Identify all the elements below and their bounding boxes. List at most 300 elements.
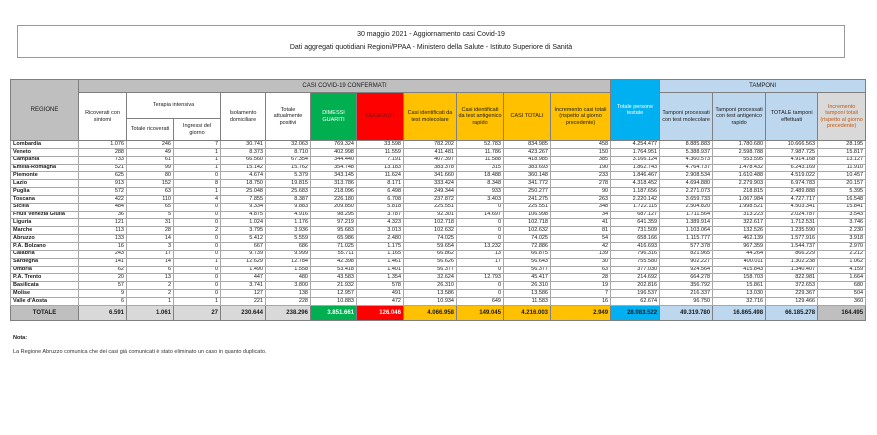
region-name: Toscana — [11, 195, 79, 203]
total-incremento-casi: 2.949 — [551, 305, 611, 320]
region-name: P.A. Trento — [11, 274, 79, 282]
cell-tamponi_molecolare: 664.278 — [660, 274, 713, 282]
cell-deceduti: 11.559 — [357, 148, 404, 156]
cell-tamponi_antigenico: 1.478.432 — [713, 164, 766, 172]
cell-casi_antigenico: 0 — [457, 290, 504, 298]
cell-isolamento: 9.739 — [221, 250, 266, 258]
cell-casi_molecolare: 102.632 — [404, 227, 457, 235]
cell-tamponi_antigenico: 2.598.788 — [713, 148, 766, 156]
cell-casi_molecolare: 237.872 — [404, 195, 457, 203]
cell-isolamento: 3.795 — [221, 227, 266, 235]
cell-casi_antigenico: 52.783 — [457, 141, 504, 149]
column-header-terapia-intensiva: Terapia intensiva — [127, 93, 221, 119]
cell-casi_totali: 102.718 — [504, 219, 551, 227]
cell-casi_antigenico: 13.232 — [457, 242, 504, 250]
column-header-incremento-casi: Incremento casi totali (rispetto al giorno precedente) — [551, 93, 611, 141]
cell-deceduti: 7.191 — [357, 156, 404, 164]
cell-isolamento: 4.674 — [221, 172, 266, 180]
cell-casi_molecolare: 333.424 — [404, 180, 457, 188]
table-row — [11, 219, 866, 227]
total-tamponi-molecolare: 49.319.780 — [660, 305, 713, 320]
cell-ingressi: 0 — [174, 290, 221, 298]
cell-ricoverati: 36 — [79, 211, 127, 219]
cell-ricoverati: 572 — [79, 188, 127, 196]
region-name: Lazio — [11, 180, 79, 188]
cell-ricoverati: 9 — [79, 290, 127, 298]
cell-totale_ricoverati: 49 — [127, 148, 174, 156]
cell-totale_ricoverati: 2 — [127, 282, 174, 290]
total-isolamento: 230.644 — [221, 305, 266, 320]
cell-casi_antigenico: 315 — [457, 164, 504, 172]
cell-deceduti: 11.624 — [357, 172, 404, 180]
cell-dimessi: 10.883 — [311, 297, 357, 305]
title-box — [17, 25, 845, 58]
cell-totale_tamponi: 822.981 — [766, 274, 818, 282]
covid-table — [10, 79, 866, 321]
cell-tamponi_molecolare: 3.659.733 — [660, 195, 713, 203]
cell-tamponi_antigenico: 462.139 — [713, 235, 766, 243]
region-name: Liguria — [11, 219, 79, 227]
cell-incremento_casi: 28 — [551, 274, 611, 282]
cell-tamponi_molecolare: 356.792 — [660, 282, 713, 290]
cell-deceduti: 1.461 — [357, 258, 404, 266]
cell-dimessi: 218.096 — [311, 188, 357, 196]
cell-ricoverati: 243 — [79, 250, 127, 258]
cell-dimessi: 98.295 — [311, 211, 357, 219]
cell-ingressi: 7 — [174, 141, 221, 149]
cell-tamponi_molecolare: 2.504.820 — [660, 203, 713, 211]
cell-casi_molecolare: 59.654 — [404, 242, 457, 250]
cell-totale_tamponi: 7.987.725 — [766, 148, 818, 156]
cell-casi_totali: 834.985 — [504, 141, 551, 149]
cell-attualmente_positivi: 3.936 — [266, 227, 311, 235]
cell-ingressi: 0 — [174, 266, 221, 274]
cell-isolamento: 8.373 — [221, 148, 266, 156]
cell-incremento_casi: 30 — [551, 258, 611, 266]
cell-isolamento: 667 — [221, 242, 266, 250]
cell-casi_antigenico: 0 — [457, 266, 504, 274]
cell-ricoverati: 133 — [79, 235, 127, 243]
column-header-tamponi-antigenico: Tamponi processati con test antigenico rapido — [713, 93, 766, 141]
cell-dimessi: 42.398 — [311, 258, 357, 266]
cell-ingressi: 0 — [174, 274, 221, 282]
cell-tamponi_antigenico: 415.843 — [713, 266, 766, 274]
cell-casi_totali: 360.148 — [504, 172, 551, 180]
region-name: Calabria — [11, 250, 79, 258]
total-dimessi: 3.851.661 — [311, 305, 357, 320]
cell-ingressi: 1 — [174, 156, 221, 164]
cell-incremento_tamponi: 16.548 — [818, 195, 866, 203]
cell-deceduti: 1.175 — [357, 242, 404, 250]
table-row — [11, 274, 866, 282]
cell-persone_testate: 62.674 — [611, 297, 660, 305]
cell-deceduti: 472 — [357, 297, 404, 305]
cell-ingressi: 0 — [174, 172, 221, 180]
cell-persone_testate: 196.537 — [611, 290, 660, 298]
cell-incremento_tamponi: 504 — [818, 290, 866, 298]
cell-tamponi_antigenico: 313.223 — [713, 211, 766, 219]
cell-dimessi: 65.986 — [311, 235, 357, 243]
table-row — [11, 141, 866, 149]
table-row — [11, 282, 866, 290]
region-name: Piemonte — [11, 172, 79, 180]
cell-ingressi: 8 — [174, 180, 221, 188]
cell-isolamento: 5.412 — [221, 235, 266, 243]
cell-tamponi_molecolare: 1.711.564 — [660, 211, 713, 219]
cell-attualmente_positivi: 138 — [266, 290, 311, 298]
cell-casi_totali: 74.025 — [504, 235, 551, 243]
cell-deceduti: 5.818 — [357, 203, 404, 211]
cell-ingressi: 1 — [174, 148, 221, 156]
region-name: Valle d'Aosta — [11, 297, 79, 305]
cell-incremento_casi: 150 — [551, 148, 611, 156]
table-row — [11, 164, 866, 172]
cell-deceduti: 3.787 — [357, 211, 404, 219]
cell-incremento_tamponi: 3.543 — [818, 211, 866, 219]
table-row — [11, 188, 866, 196]
cell-casi_molecolare: 411.481 — [404, 148, 457, 156]
cell-casi_totali: 102.632 — [504, 227, 551, 235]
cell-tamponi_molecolare: 216.337 — [660, 290, 713, 298]
cell-deceduti: 4.323 — [357, 219, 404, 227]
region-name: Marche — [11, 227, 79, 235]
region-name: Lombardia — [11, 141, 79, 149]
cell-casi_molecolare: 249.344 — [404, 188, 457, 196]
cell-casi_antigenico: 11.588 — [457, 156, 504, 164]
cell-casi_molecolare: 225.551 — [404, 203, 457, 211]
cell-casi_totali: 45.417 — [504, 274, 551, 282]
column-header-totale-ricoverati: Totale ricoverati — [127, 119, 174, 141]
cell-dimessi: 226.180 — [311, 195, 357, 203]
cell-incremento_casi: 63 — [551, 266, 611, 274]
cell-ricoverati: 733 — [79, 156, 127, 164]
cell-casi_antigenico: 3.403 — [457, 195, 504, 203]
cell-casi_molecolare: 10.934 — [404, 297, 457, 305]
totals-label: TOTALE — [11, 305, 79, 320]
cell-incremento_tamponi: 28.195 — [818, 141, 866, 149]
cell-totale_tamponi: 2.024.787 — [766, 211, 818, 219]
cell-persone_testate: 658.166 — [611, 235, 660, 243]
cell-attualmente_positivi: 25.683 — [266, 188, 311, 196]
cell-incremento_tamponi: 10.457 — [818, 172, 866, 180]
cell-incremento_tamponi: 2.212 — [818, 250, 866, 258]
cell-isolamento: 1.024 — [221, 219, 266, 227]
cell-ricoverati: 16 — [79, 242, 127, 250]
cell-incremento_casi: 385 — [551, 156, 611, 164]
page-subtitle: Dati aggregati quotidiani Regioni/PPAA - Ministero della Salute - Istituto Superiore di Sanità — [289, 44, 573, 51]
cell-casi_totali: 383.693 — [504, 164, 551, 172]
cell-ricoverati: 625 — [79, 172, 127, 180]
cell-deceduti: 33.598 — [357, 141, 404, 149]
cell-isolamento: 1.490 — [221, 266, 266, 274]
cell-attualmente_positivi: 1.558 — [266, 266, 311, 274]
cell-tamponi_molecolare: 5.388.937 — [660, 148, 713, 156]
cell-incremento_casi: 458 — [551, 141, 611, 149]
cell-deceduti: 578 — [357, 282, 404, 290]
total-ingressi: 27 — [174, 305, 221, 320]
total-terapia-intensiva: 1.061 — [127, 305, 174, 320]
cell-tamponi_molecolare: 821.965 — [660, 250, 713, 258]
cell-persone_testate: 641.359 — [611, 219, 660, 227]
cell-incremento_casi: 278 — [551, 180, 611, 188]
cell-persone_testate: 1.722.115 — [611, 203, 660, 211]
cell-tamponi_antigenico: 1.067.984 — [713, 195, 766, 203]
cell-casi_molecolare: 66.862 — [404, 250, 457, 258]
cell-ricoverati: 62 — [79, 266, 127, 274]
cell-tamponi_antigenico: 1.998.521 — [713, 203, 766, 211]
cell-persone_testate: 1.862.743 — [611, 164, 660, 172]
cell-deceduti: 1.165 — [357, 250, 404, 258]
cell-tamponi_molecolare: 1.115.777 — [660, 235, 713, 243]
cell-incremento_tamponi: 3.918 — [818, 235, 866, 243]
table-row — [11, 266, 866, 274]
cell-totale_ricoverati: 152 — [127, 180, 174, 188]
cell-tamponi_antigenico: 2.279.903 — [713, 180, 766, 188]
cell-totale_tamponi: 10.666.563 — [766, 141, 818, 149]
cell-isolamento: 3.741 — [221, 282, 266, 290]
cell-totale_tamponi: 1.302.238 — [766, 258, 818, 266]
cell-ingressi: 1 — [174, 258, 221, 266]
cell-tamponi_molecolare: 1.103.064 — [660, 227, 713, 235]
cell-totale_tamponi: 4.503.341 — [766, 203, 818, 211]
region-name: Veneto — [11, 148, 79, 156]
cell-incremento_tamponi: 2.970 — [818, 242, 866, 250]
cell-totale_tamponi: 6.243.169 — [766, 164, 818, 172]
cell-tamponi_molecolare: 4.764.737 — [660, 164, 713, 172]
cell-totale_ricoverati: 5 — [127, 211, 174, 219]
cell-tamponi_molecolare: 577.378 — [660, 242, 713, 250]
cell-incremento_tamponi: 1.062 — [818, 258, 866, 266]
cell-totale_tamponi: 1.235.590 — [766, 227, 818, 235]
cell-tamponi_antigenico: 1.780.680 — [713, 141, 766, 149]
cell-casi_antigenico: 0 — [457, 219, 504, 227]
cell-incremento_casi: 7 — [551, 290, 611, 298]
cell-incremento_tamponi: 1.664 — [818, 274, 866, 282]
cell-ingressi: 1 — [174, 297, 221, 305]
cell-tamponi_molecolare: 8.885.883 — [660, 141, 713, 149]
cell-totale_ricoverati: 17 — [127, 250, 174, 258]
cell-isolamento: 15.142 — [221, 164, 266, 172]
cell-incremento_tamponi: 360 — [818, 297, 866, 305]
cell-deceduti: 6.498 — [357, 188, 404, 196]
cell-deceduti: 2.480 — [357, 235, 404, 243]
cell-totale_tamponi: 129.466 — [766, 297, 818, 305]
region-name: Molise — [11, 290, 79, 298]
cell-persone_testate: 3.166.124 — [611, 156, 660, 164]
cell-attualmente_positivi: 32.063 — [266, 141, 311, 149]
cell-casi_totali: 341.772 — [504, 180, 551, 188]
column-header-dimessi: DIMESSI GUARITI — [311, 93, 357, 141]
cell-incremento_casi: 81 — [551, 227, 611, 235]
cell-tamponi_antigenico: 13.030 — [713, 290, 766, 298]
cell-incremento_casi: 90 — [551, 188, 611, 196]
region-name: Puglia — [11, 188, 79, 196]
cell-incremento_casi: 348 — [551, 203, 611, 211]
cell-attualmente_positivi: 3.800 — [266, 282, 311, 290]
region-name: Campania — [11, 156, 79, 164]
total-attualmente-positivi: 238.296 — [266, 305, 311, 320]
table-row — [11, 172, 866, 180]
cell-incremento_casi: 263 — [551, 195, 611, 203]
cell-ricoverati: 521 — [79, 164, 127, 172]
cell-totale_tamponi: 6.974.783 — [766, 180, 818, 188]
cell-ricoverati: 1.076 — [79, 141, 127, 149]
column-header-tamponi-molecolare: Tamponi processati con test molecolare — [660, 93, 713, 141]
cell-totale_ricoverati: 6 — [127, 266, 174, 274]
cell-totale_ricoverati: 246 — [127, 141, 174, 149]
cell-tamponi_molecolare: 924.564 — [660, 266, 713, 274]
cell-totale_ricoverati: 31 — [127, 219, 174, 227]
cell-dimessi: 53.418 — [311, 266, 357, 274]
cell-deceduti: 6.708 — [357, 195, 404, 203]
cell-isolamento: 66.560 — [221, 156, 266, 164]
column-header-totale-tamponi: TOTALE tamponi effettuati — [766, 93, 818, 141]
cell-ingressi: 0 — [174, 242, 221, 250]
region-name: Sardegna — [11, 258, 79, 266]
cell-incremento_casi: 19 — [551, 282, 611, 290]
cell-isolamento: 25.048 — [221, 188, 266, 196]
region-name: Emilia-Romagna — [11, 164, 79, 172]
cell-dimessi: 402.998 — [311, 148, 357, 156]
column-header-deceduti: DECEDUTI — [357, 93, 404, 141]
total-totale-tamponi: 66.185.278 — [766, 305, 818, 320]
cell-casi_molecolare: 92.301 — [404, 211, 457, 219]
table-row — [11, 290, 866, 298]
cell-dimessi: 97.219 — [311, 219, 357, 227]
cell-casi_totali: 241.275 — [504, 195, 551, 203]
cell-casi_molecolare: 56.377 — [404, 266, 457, 274]
table-row — [11, 195, 866, 203]
table-row — [11, 250, 866, 258]
cell-ricoverati: 121 — [79, 219, 127, 227]
cell-deceduti: 3.013 — [357, 227, 404, 235]
cell-totale_tamponi: 372.653 — [766, 282, 818, 290]
cell-dimessi: 55.711 — [311, 250, 357, 258]
cell-ingressi: 1 — [174, 188, 221, 196]
cell-totale_tamponi: 1.544.737 — [766, 242, 818, 250]
column-header-incremento-tamponi: Incremento tamponi totali (rispetto al giorno precedente) — [818, 93, 866, 141]
cell-attualmente_positivi: 67.354 — [266, 156, 311, 164]
cell-casi_totali: 11.583 — [504, 297, 551, 305]
cell-ingressi: 4 — [174, 195, 221, 203]
cell-ricoverati: 141 — [79, 258, 127, 266]
cell-tamponi_molecolare: 902.227 — [660, 258, 713, 266]
cell-casi_totali: 56.377 — [504, 266, 551, 274]
cell-casi_antigenico: 18.488 — [457, 172, 504, 180]
cell-incremento_casi: 16 — [551, 297, 611, 305]
region-name: Basilicata — [11, 282, 79, 290]
cell-casi_totali: 26.310 — [504, 282, 551, 290]
cell-totale_ricoverati: 1 — [127, 297, 174, 305]
cell-attualmente_positivi: 9.883 — [266, 203, 311, 211]
cell-ingressi: 2 — [174, 227, 221, 235]
cell-incremento_tamponi: 15.841 — [818, 203, 866, 211]
cell-casi_totali: 423.267 — [504, 148, 551, 156]
column-header-casi-antigenico: Casi identificati da test antigenico rapido — [457, 93, 504, 141]
cell-isolamento: 9.334 — [221, 203, 266, 211]
cell-totale_tamponi: 4.727.717 — [766, 195, 818, 203]
cell-persone_testate: 796.316 — [611, 250, 660, 258]
cell-totale_ricoverati: 61 — [127, 156, 174, 164]
cell-casi_totali: 225.551 — [504, 203, 551, 211]
table-row — [11, 203, 866, 211]
cell-totale_ricoverati: 80 — [127, 172, 174, 180]
cell-totale_ricoverati: 14 — [127, 235, 174, 243]
region-name: Umbria — [11, 266, 79, 274]
cell-ricoverati: 913 — [79, 180, 127, 188]
cell-casi_molecolare: 74.025 — [404, 235, 457, 243]
cell-totale_ricoverati: 3 — [127, 242, 174, 250]
cell-incremento_casi: 190 — [551, 164, 611, 172]
cell-ingressi: 0 — [174, 250, 221, 258]
cell-tamponi_molecolare: 96.750 — [660, 297, 713, 305]
cell-persone_testate: 416.693 — [611, 242, 660, 250]
cell-ricoverati: 6 — [79, 297, 127, 305]
cell-totale_tamponi: 2.489.888 — [766, 188, 818, 196]
cell-attualmente_positivi: 5.559 — [266, 235, 311, 243]
cell-isolamento: 12.629 — [221, 258, 266, 266]
cell-tamponi_antigenico: 1.610.488 — [713, 172, 766, 180]
cell-persone_testate: 202.816 — [611, 282, 660, 290]
cell-casi_antigenico: 0 — [457, 235, 504, 243]
cell-ingressi: 0 — [174, 235, 221, 243]
cell-casi_molecolare: 341.660 — [404, 172, 457, 180]
column-header-casi-molecolare: Casi identificati da test molecolare — [404, 93, 457, 141]
cell-dimessi: 95.683 — [311, 227, 357, 235]
cell-persone_testate: 731.509 — [611, 227, 660, 235]
column-header-ricoverati: Ricoverati con sintomi — [79, 93, 127, 141]
cell-ingressi: 1 — [174, 164, 221, 172]
cell-casi_antigenico: 649 — [457, 297, 504, 305]
cell-ricoverati: 57 — [79, 282, 127, 290]
cell-casi_antigenico: 8.348 — [457, 180, 504, 188]
cell-casi_molecolare: 26.310 — [404, 282, 457, 290]
cell-dimessi: 313.786 — [311, 180, 357, 188]
cell-tamponi_molecolare: 4.694.880 — [660, 180, 713, 188]
table-row — [11, 235, 866, 243]
cell-incremento_tamponi: 3.746 — [818, 219, 866, 227]
cell-incremento_casi: 42 — [551, 242, 611, 250]
cell-attualmente_positivi: 1.176 — [266, 219, 311, 227]
cell-totale_ricoverati: 13 — [127, 274, 174, 282]
cell-casi_totali: 418.985 — [504, 156, 551, 164]
cell-tamponi_molecolare: 2.908.534 — [660, 172, 713, 180]
total-deceduti: 126.046 — [357, 305, 404, 320]
cell-attualmente_positivi: 12.784 — [266, 258, 311, 266]
cell-dimessi: 71.025 — [311, 242, 357, 250]
table-row — [11, 180, 866, 188]
cell-persone_testate: 1.846.467 — [611, 172, 660, 180]
cell-casi_antigenico: 933 — [457, 188, 504, 196]
note-text: La Regione Abruzzo comunica che dei casi già comunicati è stato eliminato un caso in quanto duplicato. — [13, 349, 267, 355]
cell-casi_antigenico: 14.697 — [457, 211, 504, 219]
cell-isolamento: 7.855 — [221, 195, 266, 203]
cell-casi_antigenico: 17 — [457, 258, 504, 266]
cell-persone_testate: 377.030 — [611, 266, 660, 274]
cell-persone_testate: 1.187.656 — [611, 188, 660, 196]
total-casi-molecolare: 4.066.958 — [404, 305, 457, 320]
total-casi-antigenico: 149.045 — [457, 305, 504, 320]
cell-attualmente_positivi: 9.999 — [266, 250, 311, 258]
cell-persone_testate: 4.254.477 — [611, 141, 660, 149]
cell-casi_totali: 66.875 — [504, 250, 551, 258]
cell-isolamento: 30.741 — [221, 141, 266, 149]
cell-totale_tamponi: 229.367 — [766, 290, 818, 298]
region-name: Sicilia — [11, 203, 79, 211]
cell-tamponi_antigenico: 158.703 — [713, 274, 766, 282]
cell-casi_totali: 106.998 — [504, 211, 551, 219]
cell-ricoverati: 20 — [79, 274, 127, 282]
